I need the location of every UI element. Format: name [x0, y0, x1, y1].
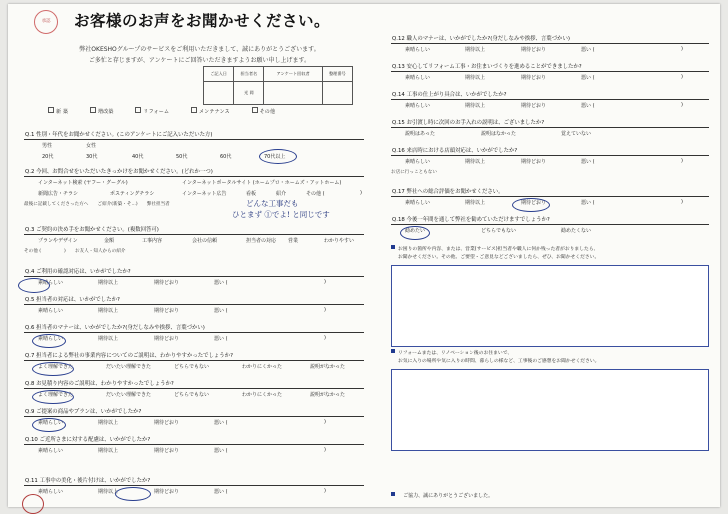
q9-opt-above[interactable]: 期待以上 [98, 420, 119, 426]
q3-options-row [24, 237, 364, 248]
q9-opt-excellent[interactable]: 素晴らしい [38, 420, 64, 426]
q11-number: Q.11 [25, 478, 38, 484]
question-q18 [391, 215, 709, 238]
q1-opt-male[interactable]: 男性 [42, 143, 53, 149]
q5-opt-bad-close: ) [324, 307, 326, 313]
q2-opt-search[interactable]: インターネット検索 (ヤフー・グーグル) [38, 180, 128, 186]
q11-text: 工事中の美化・後片付けは、いかがでしたか? [39, 478, 151, 484]
q7-opt-mostly[interactable]: だいたい理解できた [106, 364, 152, 370]
free-comment-section-2 [391, 349, 709, 451]
q3-subnote: その他 ( ) お友人・知人からの紹介 [24, 249, 126, 254]
q4-opt-bad-close: ) [324, 279, 326, 285]
q5-opt-excellent[interactable]: 素晴らしい [38, 308, 64, 314]
free1-head-line-2: お聞かせください。その他、ご要望・ご意見などございましたら、ぜひ、お聞かせください。 [398, 255, 600, 261]
q16-opt-expected[interactable]: 期待どおり [521, 159, 547, 165]
question-q14 [391, 90, 709, 113]
meta-value-staff[interactable]: 光 岡 [234, 82, 264, 105]
q10-opt-excellent[interactable]: 素晴らしい [38, 448, 64, 454]
intro-text [22, 44, 377, 67]
q1-opt-female[interactable]: 女性 [86, 143, 97, 149]
q12-opt-expected[interactable]: 期待どおり [521, 47, 547, 53]
q6-opt-above[interactable]: 期待以上 [98, 336, 119, 342]
q17-number: Q.17 [392, 189, 405, 195]
q16-opt-bad[interactable]: 悪い ( [581, 159, 595, 165]
q9-text: ご提案の商品やプランは、いかがでしたか? [36, 409, 142, 415]
q15-number: Q.15 [392, 120, 405, 126]
q12-opt-bad-close: ) [681, 46, 683, 52]
checkbox-new-build[interactable] [48, 109, 78, 115]
thanks-row [391, 482, 493, 501]
q3-text: ご契約の決め手をお聞かせください。(複数回答可) [36, 227, 159, 233]
q18-text: 今後一年間を通して弊社を勧めていただけますでしょうか? [406, 217, 550, 223]
q1-opt-20s[interactable]: 20代 [42, 154, 54, 160]
q16-text: 来店時における店頭対応は、いかがでしたか? [406, 148, 518, 154]
question-q2 [24, 167, 364, 207]
question-q7 [24, 351, 364, 374]
q14-number: Q.14 [392, 92, 405, 98]
work-type-checkboxes [48, 107, 295, 115]
q11-opt-bad[interactable]: 悪い ( [214, 489, 228, 495]
q18-number: Q.18 [392, 217, 405, 223]
question-q3 [24, 225, 364, 254]
q8-opt-unclear[interactable]: わかりにくかった [242, 392, 283, 398]
q14-opt-bad-close: ) [681, 102, 683, 108]
q5-opt-above[interactable]: 期待以上 [98, 308, 119, 314]
q13-opt-bad[interactable]: 悪い ( [581, 75, 595, 81]
q17-opt-bad[interactable]: 悪い ( [581, 200, 595, 206]
q4-text: ご利用の確認対応は、いかがでしたか? [36, 269, 131, 275]
bullet-icon-3 [391, 492, 395, 496]
meta-header-date: ご記入日 [204, 67, 234, 82]
q1-opt-60s[interactable]: 60代 [220, 154, 232, 160]
q6-number: Q.6 [25, 325, 35, 331]
q4-options [24, 279, 364, 290]
page-title: お客様のお声をお聞かせください。 [74, 12, 331, 30]
bullet-icon-2 [391, 349, 395, 353]
q15-opt-none[interactable]: 説明はなかった [481, 131, 517, 137]
q16-opt-excellent[interactable]: 素晴らしい [405, 159, 431, 165]
q6-text: 担当者のマナーは、いかがでしたか?(身だしなみや挨拶、言葉づかい) [36, 325, 205, 331]
q7-opt-neutral[interactable]: どちらでもない [174, 364, 209, 370]
q16-opt-bad-close: ) [681, 158, 683, 164]
q5-text: 担当者の対応は、いかがでしたか? [36, 297, 120, 303]
q12-number: Q.12 [392, 36, 405, 42]
q2-opt-posting[interactable]: ポスティングチラシ [110, 191, 155, 197]
q10-opt-bad[interactable]: 悪い ( [214, 448, 228, 454]
document-header [22, 10, 377, 36]
q10-opt-expected[interactable]: 期待どおり [154, 448, 180, 454]
q4-opt-excellent[interactable]: 素晴らしい [38, 280, 64, 286]
q1-opt-40s[interactable]: 40代 [132, 154, 144, 160]
q1-opt-30s[interactable]: 30代 [86, 154, 98, 160]
approval-stamp: 承認 [34, 10, 58, 34]
question-q10 [24, 435, 364, 458]
checkbox-label-new-build: 新 築 [56, 109, 69, 115]
meta-table [203, 66, 353, 105]
q8-opt-neutral[interactable]: どちらでもない [174, 392, 209, 398]
q17-opt-above[interactable]: 期待以上 [465, 200, 486, 206]
q15-opt-had[interactable]: 説明はあった [405, 131, 435, 137]
meta-value-id[interactable] [322, 82, 352, 105]
checkbox-extension[interactable] [90, 109, 124, 115]
question-q15 [391, 118, 709, 141]
question-q8 [24, 379, 364, 402]
q13-number: Q.13 [392, 64, 405, 70]
q15-text: お引渡し時に次回のお手入れの説明は、ございましたか? [406, 120, 545, 126]
q3-number: Q.3 [25, 227, 35, 233]
q14-opt-above[interactable]: 期待以上 [465, 103, 486, 109]
q16-options [391, 158, 709, 169]
free-comment-box-2[interactable] [391, 369, 709, 451]
q17-opt-bad-close: ) [681, 199, 683, 205]
q12-opt-bad[interactable]: 悪い ( [581, 47, 595, 53]
q7-opt-unclear[interactable]: わかりにくかった [242, 364, 283, 370]
q18-opt-no[interactable]: 勧めたくない [561, 228, 592, 234]
q3-opt-price[interactable]: 金額 [104, 238, 115, 244]
q16-subnote: お店に行っこともない [391, 170, 437, 175]
q16-number: Q.16 [392, 148, 405, 154]
q2-opt-other[interactable]: その他 ( [306, 191, 325, 197]
q2-opt-webad[interactable]: インターネット広告 [182, 191, 227, 197]
q3-opt-staff[interactable]: 担当者の対応 [246, 238, 277, 244]
q14-text: 工事の仕上がり具合は、いかがでしたか? [406, 92, 507, 98]
q12-options [391, 46, 709, 57]
q5-options [24, 307, 364, 318]
q9-options [24, 419, 364, 430]
q8-opt-none[interactable]: 説明がなかった [310, 392, 346, 398]
question-q5 [24, 295, 364, 318]
q14-opt-expected[interactable]: 期待どおり [521, 103, 547, 109]
q3-opt-trust[interactable]: 会社の信頼 [192, 238, 218, 244]
left-column [22, 4, 377, 67]
q13-opt-expected[interactable]: 期待どおり [521, 75, 547, 81]
q3-opt-clear[interactable]: わかりやすい [324, 238, 355, 244]
question-q6 [24, 323, 364, 346]
q10-opt-bad-close: ) [324, 447, 326, 453]
q16-opt-above[interactable]: 期待以上 [465, 159, 486, 165]
free-comment-section-1 [391, 245, 709, 347]
q11-opt-expected[interactable]: 期待どおり [154, 489, 180, 495]
q8-number: Q.8 [25, 381, 35, 387]
q17-options [391, 199, 709, 210]
q5-number: Q.5 [25, 297, 35, 303]
free-comment-box-1[interactable] [391, 265, 709, 347]
q12-text: 職人のマナーは、いかがでしたか?(身だしなみや挨拶、言葉づかい) [406, 36, 570, 42]
q6-opt-excellent[interactable]: 素晴らしい [38, 336, 64, 342]
checkbox-label-extension: 増改築 [98, 109, 114, 115]
q4-opt-expected[interactable]: 期待どおり [154, 280, 180, 286]
checkbox-label-reform: リフォーム [143, 109, 170, 115]
q2-opt-signboard[interactable]: 看板 [246, 191, 257, 197]
q8-options [24, 391, 364, 402]
q3-opt-content[interactable]: 工事内容 [142, 238, 163, 244]
checkbox-maintenance[interactable] [191, 109, 240, 115]
question-q16 [391, 146, 709, 175]
q11-options [24, 488, 364, 499]
q1-number: Q.1 [25, 132, 35, 138]
meta-header-id: 整理番号 [322, 67, 352, 82]
q11-opt-excellent[interactable]: 素晴らしい [38, 489, 64, 495]
q13-opt-excellent[interactable]: 素晴らしい [405, 75, 431, 81]
q7-text: 担当者による弊社の事業内容についてのご説明は、わかりやすかったでしょうか? [36, 353, 233, 359]
q4-opt-above[interactable]: 期待以上 [98, 280, 119, 286]
q9-number: Q.9 [25, 409, 35, 415]
q1-options-row1 [24, 142, 364, 153]
handwritten-note-line-2: ひとまず ①でよ! と同じです [232, 210, 330, 219]
q2-opt-other-close: ) [360, 190, 362, 196]
question-q12 [391, 34, 709, 57]
handwritten-note-line-1: どんな工事だも [246, 199, 299, 208]
q2-number: Q.2 [25, 169, 35, 175]
checkbox-label-maintenance: メンテナンス [198, 109, 230, 115]
question-q11 [24, 476, 364, 499]
q9-opt-bad[interactable]: 悪い ( [214, 420, 228, 426]
q10-text: ご近所さまに対する配慮は、いかがでしたか? [39, 437, 151, 443]
q11-opt-above[interactable]: 期待以上 [98, 489, 119, 495]
meta-value-collector[interactable] [264, 82, 322, 105]
free1-head-line-1: お困りの箇所や内容、または、営業(サービス)担当者や職人に何か残った者がおりましたら、 [398, 247, 599, 252]
q7-options [24, 363, 364, 374]
checkbox-reform[interactable] [135, 109, 179, 115]
q8-opt-mostly[interactable]: だいたい理解できた [106, 392, 152, 398]
q2-options-row1 [24, 179, 364, 190]
q10-options [24, 447, 364, 458]
meta-header-collector: アンケート回収者 [264, 67, 322, 82]
q6-opt-bad-close: ) [324, 335, 326, 341]
q6-opt-expected[interactable]: 期待どおり [154, 336, 180, 342]
q2-opt-newspaper[interactable]: 新聞広告・チラシ [38, 191, 79, 197]
bullet-icon-1 [391, 245, 395, 249]
q18-opt-neutral[interactable]: どちらでもない [481, 228, 516, 234]
q9-opt-bad-close: ) [324, 419, 326, 425]
q8-opt-well[interactable]: よく理解できた [38, 392, 74, 398]
q5-opt-bad[interactable]: 悪い ( [214, 308, 228, 314]
q2-options-row2 [24, 190, 364, 201]
q6-options [24, 335, 364, 346]
q15-options [391, 130, 709, 141]
q18-opt-yes[interactable]: 勧めたい [405, 228, 426, 234]
checkbox-label-other: その他 [259, 109, 276, 115]
q1-opt-70s[interactable]: 70代以上 [264, 154, 286, 160]
q17-opt-excellent[interactable]: 素晴らしい [405, 200, 431, 206]
intro-line-1: 弊社OKESHOグループのサービスをご利用いただきまして、誠にありがとうございます。 [79, 46, 320, 53]
q18-options [391, 227, 709, 238]
intro-line-2: ご多忙と存じますが、アンケートにご回答いただきますようお願い申し上げます。 [88, 57, 311, 65]
q2-subnote: 最後に記載してくださった方へ ご紹介(新築・そ...) 弊社担当者 [24, 202, 170, 207]
q3-opt-plan[interactable]: プランやデザイン [38, 238, 78, 244]
q13-text: 安心してリフォーム工事・お住まいづくりを進めることができましたか? [406, 64, 582, 70]
q17-opt-expected[interactable]: 期待どおり [521, 200, 547, 206]
q7-opt-well[interactable]: よく理解できた [38, 364, 74, 370]
checkbox-other[interactable] [252, 109, 286, 115]
q13-options [391, 74, 709, 85]
question-q1 [24, 130, 364, 164]
q14-options [391, 102, 709, 113]
free2-head-line-1: リフォームまたは、リノベーション後のお住まいで、 [398, 351, 513, 356]
meta-value-date[interactable] [204, 82, 234, 105]
q2-opt-portal[interactable]: インターネットポータルサイト (ホームプロ・ホームズ・アットホーム) [182, 180, 342, 186]
q13-opt-above[interactable]: 期待以上 [465, 75, 486, 81]
q17-text: 弊社への総合評価をお聞かせください。 [406, 189, 504, 195]
q14-opt-bad[interactable]: 悪い ( [581, 103, 595, 109]
question-q9 [24, 407, 364, 430]
question-q13 [391, 62, 709, 85]
q4-number: Q.4 [25, 269, 35, 275]
q5-opt-expected[interactable]: 期待どおり [154, 308, 180, 314]
q10-opt-above[interactable]: 期待以上 [98, 448, 119, 454]
thanks-text: ご協力、誠にありがとうございました。 [403, 493, 494, 499]
q4-opt-bad[interactable]: 悪い ( [214, 280, 228, 286]
q3-opt-sales[interactable]: 営業 [288, 238, 299, 244]
q7-number: Q.7 [25, 353, 35, 359]
question-q17 [391, 187, 709, 210]
q2-opt-referral[interactable]: 紹介 [276, 191, 287, 197]
q11-opt-bad-close: ) [324, 488, 326, 494]
q9-opt-expected[interactable]: 期待どおり [154, 420, 180, 426]
q1-opt-50s[interactable]: 50代 [176, 154, 188, 160]
survey-sheet [8, 4, 720, 507]
question-q4 [24, 267, 364, 290]
q2-text: 今回、お問合せをいただいたきっかけをお聞かせください。(どれか一つ) [36, 169, 213, 175]
q13-opt-bad-close: ) [681, 74, 683, 80]
free2-head-line-2: お気に入りの場所や気に入りの時間、暮らしの様など、工事後のご感想をお聞かせください。 [398, 359, 600, 365]
q12-opt-above[interactable]: 期待以上 [465, 47, 486, 53]
q8-text: お見積り内容のご説明は、わかりやすかったでしょうか? [36, 381, 174, 387]
q15-opt-dontremember[interactable]: 覚えていない [561, 131, 592, 137]
q12-opt-excellent[interactable]: 素晴らしい [405, 47, 431, 53]
q6-opt-bad[interactable]: 悪い ( [214, 336, 228, 342]
meta-header-staff: 担当者名 [234, 67, 264, 82]
q1-options-row2 [24, 153, 364, 164]
q10-number: Q.10 [25, 437, 38, 443]
q1-text: 性別・年代をお聞かせください。(このアンケートにご記入いただいた方) [36, 132, 213, 138]
q7-opt-none[interactable]: 説明がなかった [310, 364, 346, 370]
q14-opt-excellent[interactable]: 素晴らしい [405, 103, 431, 109]
